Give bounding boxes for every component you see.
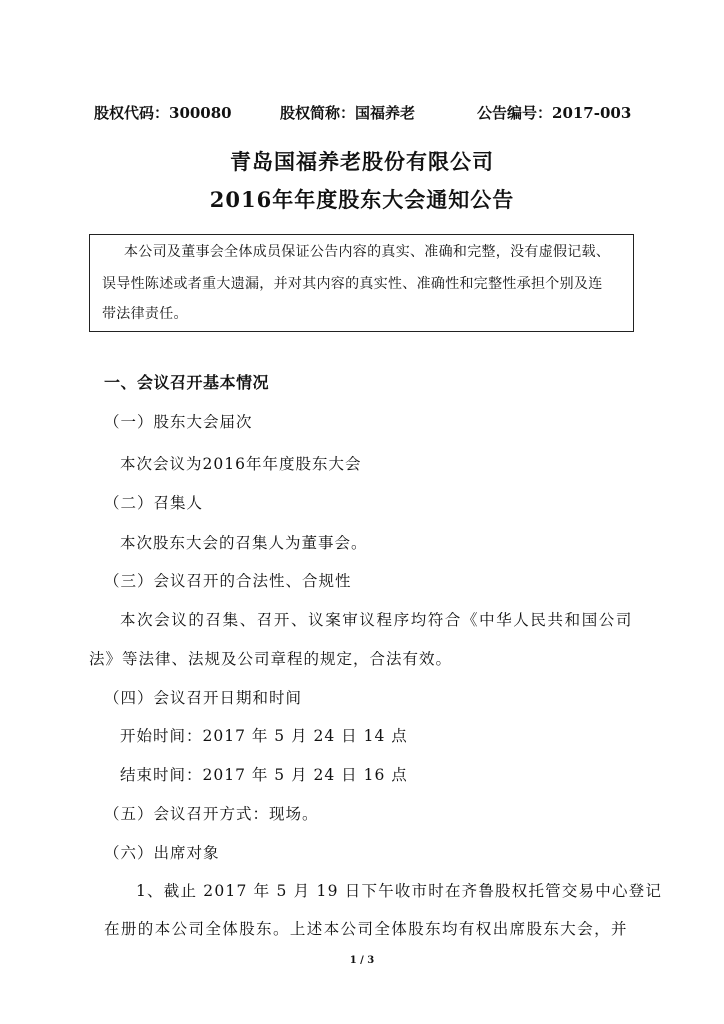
paragraph: 在册的本公司全体股东。上述本公司全体股东均有权出席股东大会，并	[104, 920, 628, 938]
company-title: 青岛国福养老股份有限公司	[230, 149, 494, 174]
disclaimer-line: 带法律责任。	[102, 306, 188, 322]
paragraph: 1、截止 2017 年 5 月 19 日下午收市时在齐鲁股权托管交易中心登记	[136, 882, 663, 900]
paragraph: 法》等法律、法规及公司章程的规定，合法有效。	[89, 650, 453, 668]
document-header	[0, 102, 724, 126]
subsection-heading: （一）股东大会届次	[104, 413, 253, 431]
disclaimer-box	[89, 234, 634, 332]
paragraph: 本次会议为2016年年度股东大会	[120, 455, 362, 473]
page-number: 1 / 3	[349, 955, 375, 966]
subsection-heading: （二）召集人	[104, 494, 204, 512]
notice-title: 2016年年度股东大会通知公告	[209, 187, 515, 212]
stock-code: 股权代码：300080	[94, 104, 232, 122]
subsection-heading: （六）出席对象	[104, 844, 220, 862]
paragraph: 本次股东大会的召集人为董事会。	[120, 534, 368, 552]
stock-abbreviation: 股权简称：国福养老	[280, 104, 416, 122]
start-time: 开始时间：2017 年 5 月 24 日 14 点	[120, 727, 408, 745]
subsection-heading: （五）会议召开方式：现场。	[104, 805, 319, 823]
notice-number: 公告编号：2017-003	[477, 104, 632, 122]
end-time: 结束时间：2017 年 5 月 24 日 16 点	[120, 766, 408, 784]
subsection-heading: （三）会议召开的合法性、合规性	[104, 572, 352, 590]
paragraph: 本次会议的召集、召开、议案审议程序均符合《中华人民共和国公司	[120, 611, 634, 629]
disclaimer-line: 误导性陈述或者重大遗漏，并对其内容的真实性、准确性和完整性承担个别及连	[102, 276, 603, 292]
section-heading: 一、会议召开基本情况	[104, 373, 270, 392]
subsection-heading: （四）会议召开日期和时间	[104, 689, 303, 707]
disclaimer-line: 本公司及董事会全体成员保证公告内容的真实、准确和完整，没有虚假记载、	[124, 244, 611, 260]
